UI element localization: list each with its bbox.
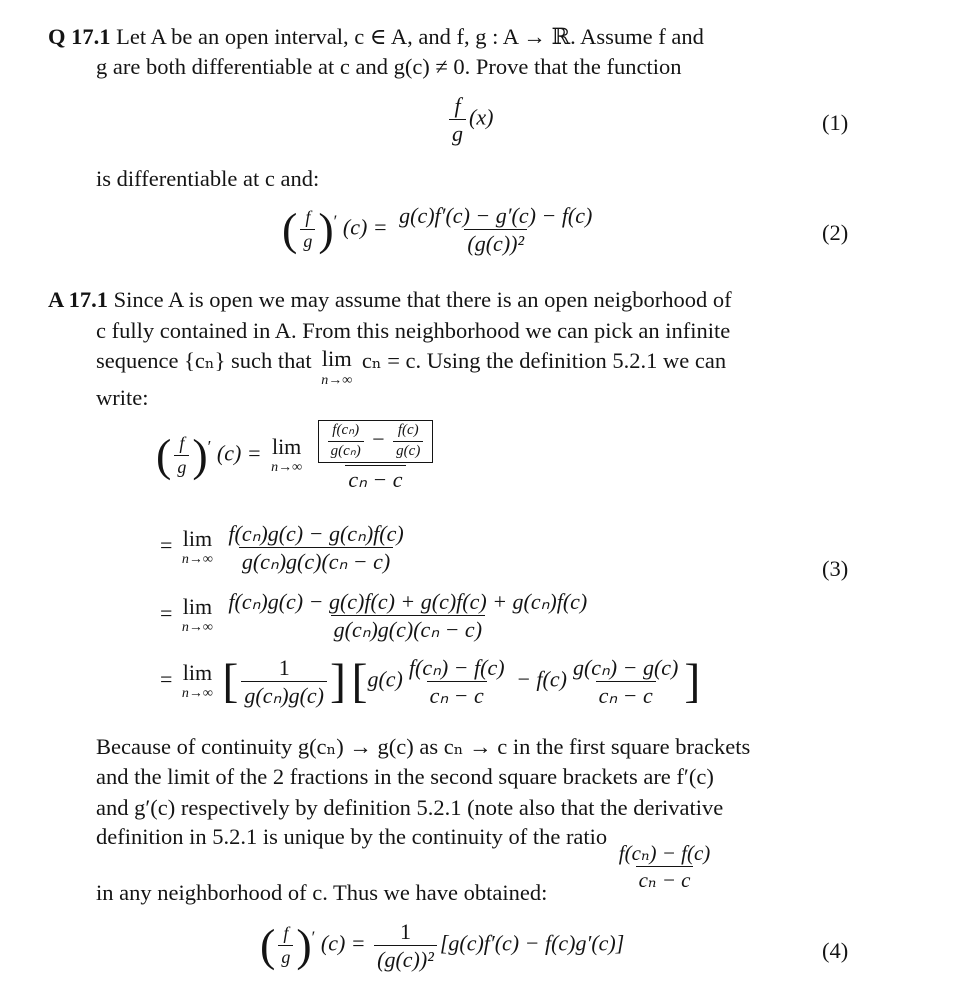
eq3-r1-den1: g(cₙ) <box>328 441 364 460</box>
answer-lim: lim <box>321 346 352 371</box>
eq3-r4-den1: g(cₙ)g(c) <box>241 681 327 707</box>
eq3-r4-num1: f(cₙ) − f(c) <box>408 655 505 680</box>
equation-number-2: (2) <box>822 220 849 245</box>
answer-text-3a: sequence {cₙ} such that <box>96 348 312 373</box>
eq3-r3-denominator: g(cₙ)g(c)(cₙ − c) <box>331 615 485 641</box>
equation-number-4: (4) <box>822 938 849 963</box>
eq3-r2-lim: lim <box>182 526 213 552</box>
eq1-numerator: f <box>454 93 461 118</box>
eq2-lhs-numerator: f <box>305 207 311 228</box>
equation-2: ( $\frac{f}{g}$ )′ (c) = $\frac{g(c)f'(c) - g'(c) - f(c)}{\text{(g(c))²}}$ <box>282 204 598 255</box>
para-ratio-numerator: f(cₙ) − f(c) <box>618 841 711 865</box>
answer-text-1: Since A is open we may assume that there is an open neigborhood of <box>113 287 732 312</box>
question-text-1: Let A be an open interval, c ∈ A, and f, g : A → ℝ. Assume f and <box>116 24 704 49</box>
equation-number-3: (3) <box>822 556 849 581</box>
answer-text-2: c fully contained in A. From this neighborhood we can pick an infinite <box>96 318 731 343</box>
equation-1 <box>446 94 493 145</box>
eq3-r1-lim-sub: n→∞ <box>271 459 303 475</box>
eq3-r2-denominator: g(cₙ)g(c)(cₙ − c) <box>239 547 393 573</box>
eq3-r4-one: 1 <box>278 655 290 680</box>
eq2-numerator: g(c)f′(c) − g′(c) − f(c) <box>399 203 593 228</box>
eq4-rest: [g(c)f′(c) − f(c)g′(c)] <box>439 930 625 956</box>
eq4-one: 1 <box>399 919 411 944</box>
eq3-row-1: ( $\frac{f}{g}$ )′ (c) = lim n→∞ $\frac{\text{f(cₙ)}}{\text{g(cₙ)}}$ − $\frac{f(c)}{g(c)}$ cₙ − c <box>156 420 439 491</box>
para-ratio-denominator: cₙ − c <box>636 866 694 891</box>
eq3-r4-den1-b: cₙ − c <box>427 681 487 707</box>
answer-lim-sub: n→∞ <box>321 372 353 388</box>
eq3-r4-gc: g(c) <box>367 666 403 692</box>
para-line-2: and the limit of the 2 fractions in the second square brackets are f′(c) <box>96 764 714 789</box>
eq3-r2-numerator: f(cₙ)g(c) − g(cₙ)f(c) <box>228 521 404 546</box>
eq3-row-2 <box>160 522 410 573</box>
answer-line-1 <box>48 285 732 315</box>
eq3-r4-den2: cₙ − c <box>596 681 656 707</box>
eq2-denominator: (g(c))² <box>464 229 527 255</box>
eq3-r4-num2: g(cₙ) − g(c) <box>572 655 679 680</box>
eq3-r2-equals: = <box>160 532 173 558</box>
para-line-1: Because of continuity g(cₙ) → g(c) as cₙ → c in the first square brackets <box>96 734 751 759</box>
question-line-1 <box>48 22 704 52</box>
answer-text-4: write: <box>96 385 149 410</box>
eq3-r1-minus: − <box>372 426 385 452</box>
eq3-r2-lim-sub: n→∞ <box>181 552 213 568</box>
eq3-row-3: = lim n→∞ $\frac{\text{f(cₙ)g(c) − g(c)f(c) + g(c)f(c) + g(cₙ)f(c)}}{\text{g(cₙ)g(c)(cₙ − c)}}$ <box>160 590 593 641</box>
answer-label: A 17.1 <box>48 287 109 312</box>
question-text-3: is differentiable at c and: <box>96 166 320 191</box>
answer-text-3b: cₙ = c. Using the definition 5.2.1 we can <box>361 348 727 373</box>
para-line-5: in any neighborhood of c. Thus we have obtained: <box>96 880 548 905</box>
eq1-denominator: g <box>449 119 466 145</box>
eq3-r1-denominator: cₙ − c <box>345 465 405 491</box>
eq3-r3-numerator: f(cₙ)g(c) − g(c)f(c) + g(c)f(c) + g(cₙ)f(c) <box>228 589 588 614</box>
eq2-lhs-argument: (c) = <box>342 214 388 240</box>
eq3-r1-lim: lim <box>271 433 302 459</box>
equation-number-1: (1) <box>822 110 849 135</box>
eq3-r4-minus-fc: − f(c) <box>516 666 567 692</box>
eq4-denominator: (g(c))² <box>374 945 437 971</box>
question-label: Q 17.1 <box>48 24 111 49</box>
eq3-r1-num2: f(c) <box>397 422 419 438</box>
para-line-3: and g′(c) respectively by definition 5.2.1 (note also that the derivative <box>96 795 724 820</box>
eq3-r1-den2: g(c) <box>393 441 423 460</box>
para-line-4-text: definition in 5.2.1 is unique by the continuity of the ratio <box>96 824 608 849</box>
eq3-r1-num1: f(cₙ) <box>332 422 360 438</box>
equation-4: ( $\frac{f}{g}$ )′ (c) = $\frac{1}{\text{(g(c))²}}$ [g(c)f′(c) − f(c)g′(c)] <box>260 919 625 973</box>
question-text-2: g are both differentiable at c and g(c) ≠ 0. Prove that the function <box>96 54 682 79</box>
eq3-row-4: = lim n→∞ [ $\frac{1}{\text{g(cₙ)g(c)}}$ ] [g(c) $\frac{\text{f(cₙ) − f(c)}}{\text{cₙ − c}}$ − f(c) $\frac{\text{g(cₙ) − g(c)}}{\text{cₙ − c}}$ ] <box>160 654 701 709</box>
answer-text-3 <box>96 346 726 388</box>
eq1-argument: (x) <box>469 104 494 130</box>
eq2-lhs-denominator: g <box>300 229 315 251</box>
